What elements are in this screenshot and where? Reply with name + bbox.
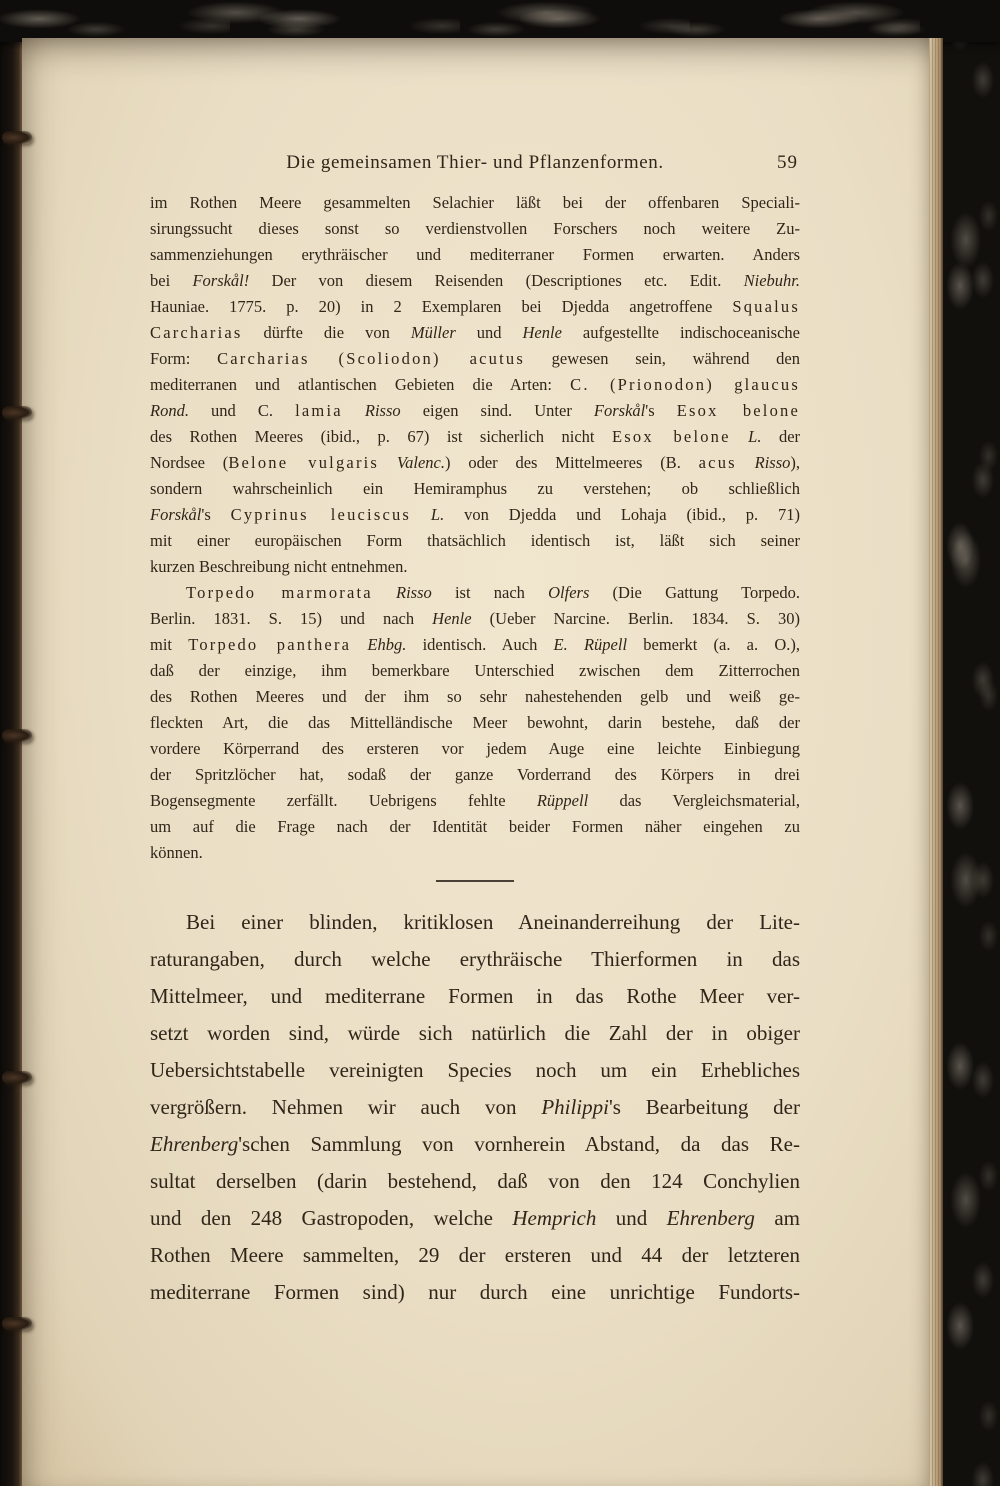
text-line bbox=[150, 346, 800, 372]
text-line bbox=[150, 606, 800, 632]
text-line bbox=[150, 978, 800, 1015]
text-line bbox=[150, 398, 800, 424]
binding-stitch bbox=[2, 131, 32, 144]
text-segment bbox=[731, 427, 748, 446]
text-segment: 's bbox=[645, 401, 677, 420]
text-line bbox=[150, 736, 800, 762]
italic-text: Rond. bbox=[150, 401, 189, 420]
text-segment bbox=[351, 635, 367, 654]
italic-text: E. Rüpell bbox=[553, 635, 628, 654]
text-line bbox=[150, 320, 800, 346]
italic-text: Ehbg. bbox=[367, 635, 407, 654]
text-segment: (Ueber Narcine. Berlin. 1834. S. 30) bbox=[471, 609, 800, 628]
text-segment: sultat derselben (darin bestehend, daß von den 124 Conchylien bbox=[150, 1169, 800, 1193]
spaced-text: acus bbox=[698, 453, 737, 472]
text-segment: das Vergleichsmaterial, bbox=[588, 791, 800, 810]
spaced-text: Torpedo marmorata bbox=[186, 583, 373, 602]
paragraph bbox=[150, 190, 800, 580]
spaced-text: Belone vulgaris bbox=[228, 453, 380, 472]
text-segment: daß der einzige, ihm bemerkbare Unterschied zwischen dem Zitterrochen bbox=[150, 661, 800, 680]
text-segment: Bei einer blinden, kritiklosen Aneinanderreihung der Lite- bbox=[186, 910, 800, 934]
text-line bbox=[150, 632, 800, 658]
text-line bbox=[150, 788, 800, 814]
text-segment: mit bbox=[150, 635, 189, 654]
text-segment bbox=[737, 453, 755, 472]
text-segment: 's Bearbeitung der bbox=[608, 1095, 800, 1119]
text-segment: der bbox=[761, 427, 800, 446]
italic-text: Hemprich bbox=[512, 1206, 597, 1230]
italic-text: Rüppell bbox=[536, 791, 589, 810]
text-line bbox=[150, 268, 800, 294]
page-fore-edge bbox=[929, 38, 943, 1486]
text-segment: Berlin. 1831. S. 15) und nach bbox=[150, 609, 433, 628]
text-segment: mit einer europäischen Form thatsächlich identisch ist, läßt sich seiner bbox=[150, 531, 800, 550]
text-line bbox=[150, 580, 800, 606]
text-segment: fleckten Art, die das Mittelländische Meer bewohnt, darin bestehe, daß der bbox=[150, 713, 800, 732]
text-segment: sammenziehungen erythräischer und mediterraner Formen erwarten. Anders bbox=[150, 245, 800, 264]
text-segment: kurzen Beschreibung nicht entnehmen. bbox=[150, 557, 408, 576]
italic-text: Risso bbox=[754, 453, 791, 472]
cover-right-board bbox=[943, 0, 1000, 1486]
spaced-text: Esox belone bbox=[676, 401, 800, 420]
text-line bbox=[150, 190, 800, 216]
text-line bbox=[150, 554, 800, 580]
running-title: Die gemeinsamen Thier- und Pflanzenformen. bbox=[286, 152, 664, 173]
text-segment: des Rothen Meeres und der ihm so sehr nahestehenden gelb und weiß ge- bbox=[150, 687, 800, 706]
text-segment: sirungssucht dieses sonst so verdienstvollen Forschers noch weitere Zu- bbox=[150, 219, 800, 238]
paragraph bbox=[150, 580, 800, 866]
text-line bbox=[150, 658, 800, 684]
italic-text: Forskål bbox=[593, 401, 646, 420]
binding-stitch bbox=[2, 406, 32, 419]
text-line bbox=[150, 1089, 800, 1126]
text-segment: Bogensegmente zerfällt. Uebrigens fehlte bbox=[150, 791, 537, 810]
text-line bbox=[150, 840, 800, 866]
book-page bbox=[22, 38, 929, 1486]
text-segment: und bbox=[455, 323, 523, 342]
spaced-text: Torpedo panthera bbox=[188, 635, 352, 654]
text-segment: raturangaben, durch welche erythräische Thierformen in das bbox=[150, 947, 800, 971]
text-segment: Hauniae. 1775. p. 20) in 2 Exemplaren bei Djedda angetroffene bbox=[150, 297, 733, 316]
text-line bbox=[150, 424, 800, 450]
text-segment: Rothen Meere sammelten, 29 der ersteren und 44 der letzteren bbox=[150, 1243, 800, 1267]
italic-text: Henle bbox=[432, 609, 472, 628]
text-segment: sondern wahrscheinlich ein Hemiramphus zu verstehen; ob schließlich bbox=[150, 479, 800, 498]
text-segment: ), bbox=[790, 453, 800, 472]
text-line bbox=[150, 1237, 800, 1274]
text-line bbox=[150, 941, 800, 978]
spaced-text: Esox belone bbox=[612, 427, 731, 446]
italic-text: Philippi bbox=[541, 1095, 609, 1119]
text-segment: Mittelmeer, und mediterrane Formen in das Rothe Meer ver- bbox=[150, 984, 800, 1008]
text-segment: vordere Körperrand des ersteren vor jedem Auge eine leichte Einbiegung bbox=[150, 739, 800, 758]
text-segment: bemerkt (a. a. O.), bbox=[627, 635, 800, 654]
text-segment: setzt worden sind, würde sich natürlich die Zahl der in obiger bbox=[150, 1021, 800, 1045]
italic-text: Müller bbox=[410, 323, 456, 342]
italic-text: Forskål! bbox=[192, 271, 250, 290]
spaced-text: C. (Prionodon) glaucus bbox=[570, 375, 800, 394]
italic-text: Valenc. bbox=[396, 453, 445, 472]
italic-text: Forskål bbox=[150, 505, 202, 524]
italic-text: Risso bbox=[364, 401, 401, 420]
text-line bbox=[150, 216, 800, 242]
spaced-text: Carcharias (Scoliodon) acutus bbox=[217, 349, 525, 368]
text-segment: dürfte die von bbox=[242, 323, 411, 342]
text-line bbox=[150, 1126, 800, 1163]
text-line bbox=[150, 450, 800, 476]
text-segment: bei bbox=[150, 271, 193, 290]
text-segment: (Die Gattung Torpedo. bbox=[589, 583, 800, 602]
text-segment: gewesen sein, während den bbox=[524, 349, 800, 368]
text-segment: des Rothen Meeres (ibid., p. 67) ist sicherlich nicht bbox=[150, 427, 612, 446]
italic-text: L. bbox=[748, 427, 762, 446]
text-segment: ist nach bbox=[431, 583, 549, 602]
text-line bbox=[150, 1200, 800, 1237]
text-segment: 'schen Sammlung von vornherein Abstand, da das Re- bbox=[238, 1132, 800, 1156]
italic-text: Niebuhr. bbox=[743, 271, 800, 290]
text-line bbox=[150, 372, 800, 398]
text-segment: aufgestellte indischoceanische bbox=[561, 323, 800, 342]
italic-text: L. bbox=[430, 505, 445, 524]
text-segment: 's bbox=[201, 505, 231, 524]
text-segment bbox=[373, 583, 396, 602]
spaced-text: Carcharias bbox=[150, 323, 243, 342]
text-segment: am bbox=[754, 1206, 800, 1230]
text-line bbox=[150, 502, 800, 528]
text-segment: um auf die Frage nach der Identität beider Formen näher eingehen zu bbox=[150, 817, 800, 836]
italic-text: Ehrenberg bbox=[150, 1132, 239, 1156]
binding-stitch bbox=[2, 1071, 32, 1084]
text-segment: können. bbox=[150, 843, 203, 862]
cover-top-edge bbox=[0, 0, 1000, 42]
italic-text: Olfers bbox=[548, 583, 590, 602]
text-line bbox=[150, 1015, 800, 1052]
text-line bbox=[150, 1163, 800, 1200]
text-segment: eigen sind. Unter bbox=[400, 401, 594, 420]
text-segment: vergrößern. Nehmen wir auch von bbox=[150, 1095, 542, 1119]
text-line bbox=[150, 904, 800, 941]
text-line bbox=[150, 476, 800, 502]
text-segment bbox=[379, 453, 397, 472]
text-line bbox=[150, 242, 800, 268]
paragraph bbox=[150, 904, 800, 1311]
italic-text: Risso bbox=[396, 583, 432, 602]
section-divider bbox=[436, 880, 514, 882]
text-segment: mediterranen und atlantischen Gebieten die Arten: bbox=[150, 375, 571, 394]
spaced-text: Cyprinus leuciscus bbox=[230, 505, 412, 524]
text-segment: Nordsee ( bbox=[150, 453, 229, 472]
text-segment: im Rothen Meere gesammelten Selachier läßt bei der offenbaren Speciali- bbox=[150, 193, 800, 212]
text-line bbox=[150, 528, 800, 554]
spaced-text: lamia bbox=[295, 401, 343, 420]
text-line bbox=[150, 684, 800, 710]
text-segment: Der von diesem Reisenden (Descriptiones etc. Edit. bbox=[249, 271, 744, 290]
text-segment bbox=[411, 505, 431, 524]
text-line bbox=[150, 814, 800, 840]
text-block bbox=[150, 190, 800, 1311]
page-header bbox=[150, 152, 800, 178]
binding-stitch bbox=[2, 1317, 32, 1330]
text-segment: ) oder des Mittelmeeres (B. bbox=[445, 453, 699, 472]
text-segment: Form: bbox=[150, 349, 218, 368]
text-line bbox=[150, 710, 800, 736]
text-segment: und bbox=[596, 1206, 667, 1230]
text-line bbox=[150, 762, 800, 788]
text-segment: identisch. Auch bbox=[406, 635, 554, 654]
page-number: 59 bbox=[777, 152, 798, 173]
text-segment: mediterrane Formen sind) nur durch eine unrichtige Fundorts- bbox=[150, 1280, 800, 1304]
text-segment: und C. bbox=[188, 401, 296, 420]
text-line bbox=[150, 1274, 800, 1311]
spine-left-edge bbox=[0, 0, 22, 1486]
text-segment: von Djedda und Lohaja (ibid., p. 71) bbox=[444, 505, 800, 524]
text-segment bbox=[343, 401, 365, 420]
text-line bbox=[150, 1052, 800, 1089]
text-line bbox=[150, 294, 800, 320]
text-segment: und den 248 Gastropoden, welche bbox=[150, 1206, 513, 1230]
italic-text: Ehrenberg bbox=[666, 1206, 755, 1230]
binding-stitch bbox=[2, 729, 32, 742]
text-segment: der Spritzlöcher hat, sodaß der ganze Vorderrand des Körpers in drei bbox=[150, 765, 800, 784]
text-segment: Uebersichtstabelle vereinigten Species noch um ein Erhebliches bbox=[150, 1058, 800, 1082]
italic-text: Henle bbox=[522, 323, 562, 342]
spaced-text: Squalus bbox=[732, 297, 800, 316]
